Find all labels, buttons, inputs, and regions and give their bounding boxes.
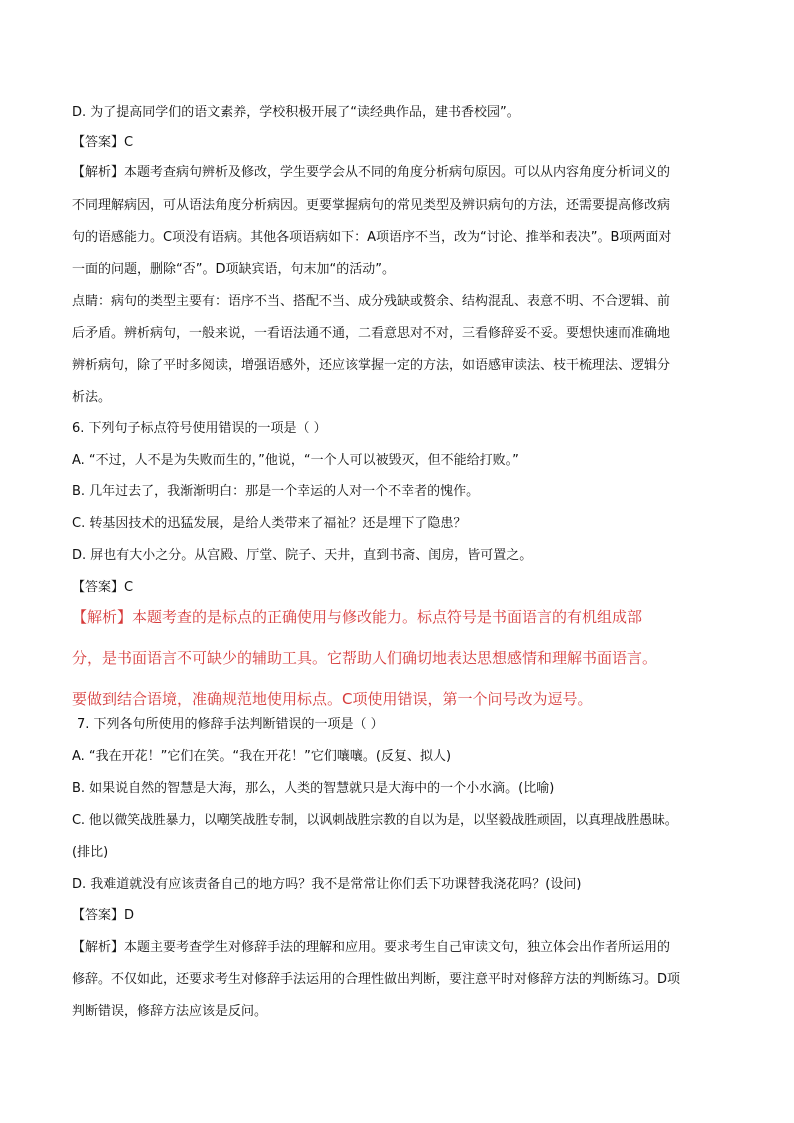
q5-analysis-line: 【解析】本题考查病句辨析及修改，学生要学会从不同的角度分析病句原因。可以从内容角度分析词义的	[72, 165, 671, 180]
q7-option-b: B. 如果说自然的智慧是大海，那么，人类的智慧就只是大海中的一个小水滴。(比喻)	[72, 781, 555, 796]
q6-stem: 6. 下列句子标点符号使用错误的一项是（ ）	[72, 421, 327, 436]
q6-option-b: B. 几年过去了，我渐渐明白：那是一个幸运的人对一个不幸者的愧作。	[72, 484, 480, 499]
q7-option-a: A. “我在开花！”它们在笑。“我在开花！”它们嚷嚷。(反复、拟人)	[72, 749, 452, 764]
q7-stem: 7. 下列各句所使用的修辞手法判断错误的一项是（ ）	[77, 717, 384, 732]
q7-option-c: C. 他以微笑战胜暴力，以嘲笑战胜专制，以讽刺战胜宗教的自以为是，以坚毅战胜顽固，以真理战胜愚昧。	[72, 813, 678, 828]
q7-analysis-line: 【解析】本题主要考查学生对修辞手法的理解和应用。要求考生自己审读文句，独立体会出作者所运用的	[72, 940, 671, 955]
q7-analysis-line: 修辞。不仅如此，还要求考生对修辞手法运用的合理性做出判断，要注意平时对修辞方法的判断练习。D项	[72, 972, 681, 987]
q6-analysis-line: 【解析】本题考查的是标点的正确使用与修改能力。标点符号是书面语言的有机组成部	[72, 608, 643, 626]
q6-analysis-line: 分，是书面语言不可缺少的辅助工具。它帮助人们确切地表达思想感情和理解书面语言。	[72, 649, 658, 667]
q5-answer: 【答案】C	[72, 135, 134, 150]
q7-option-c-continued: (排比)	[72, 845, 109, 860]
q7-analysis-line: 判断错误，修辞方法应该是反问。	[72, 1004, 268, 1019]
q5-tip-line: 后矛盾。辨析病句，一般来说，一看语法通不通，二看意思对不对，三看修辞妥不妥。要想快速而准确地	[72, 326, 671, 341]
q6-analysis-line: 要做到结合语境，准确规范地使用标点。C项使用错误，第一个问号改为逗号。	[72, 690, 593, 708]
q6-answer: 【答案】C	[72, 580, 134, 595]
q5-option-d: D. 为了提高同学们的语文素养，学校积极开展了“读经典作品，建书香校园”。	[72, 105, 520, 120]
q5-analysis-line: 不同理解病因，可从语法角度分析病因。更要掌握病句的常见类型及辨识病句的方法，还需要提高修改病	[72, 198, 671, 213]
q6-option-d: D. 屏也有大小之分。从宫殿、厅堂、院子、天井，直到书斋、闺房，皆可置之。	[72, 548, 533, 563]
q5-tip-line: 析法。	[72, 390, 112, 405]
q5-tip-line: 点睛：病句的类型主要有：语序不当、搭配不当、成分残缺或赘余、结构混乱、表意不明、不合逻辑、前	[72, 294, 671, 309]
q6-option-a: A. “不过，人不是为失败而生的，”他说，“一个人可以被毁灭，但不能给打败。”	[72, 453, 519, 468]
q7-answer: 【答案】D	[72, 908, 135, 923]
q5-analysis-line: 一面的问题，删除“否”。D项缺宾语，句末加“的活动”。	[72, 262, 395, 277]
q7-option-d: D. 我难道就没有应该责备自己的地方吗？我不是常常让你们丢下功课替我浇花吗？(设问)	[72, 877, 582, 892]
q5-analysis-line: 句的语感能力。C项没有语病。其他各项语病如下：A项语序不当，改为“讨论、推举和表决”。B项两面对	[72, 230, 672, 245]
q6-option-c: C. 转基因技术的迅猛发展，是给人类带来了福祉？还是埋下了隐患？	[72, 516, 467, 531]
q5-tip-line: 辨析病句，除了平时多阅读，增强语感外，还应该掌握一定的方法，如语感审读法、枝干梳理法、逻辑分	[72, 358, 671, 373]
